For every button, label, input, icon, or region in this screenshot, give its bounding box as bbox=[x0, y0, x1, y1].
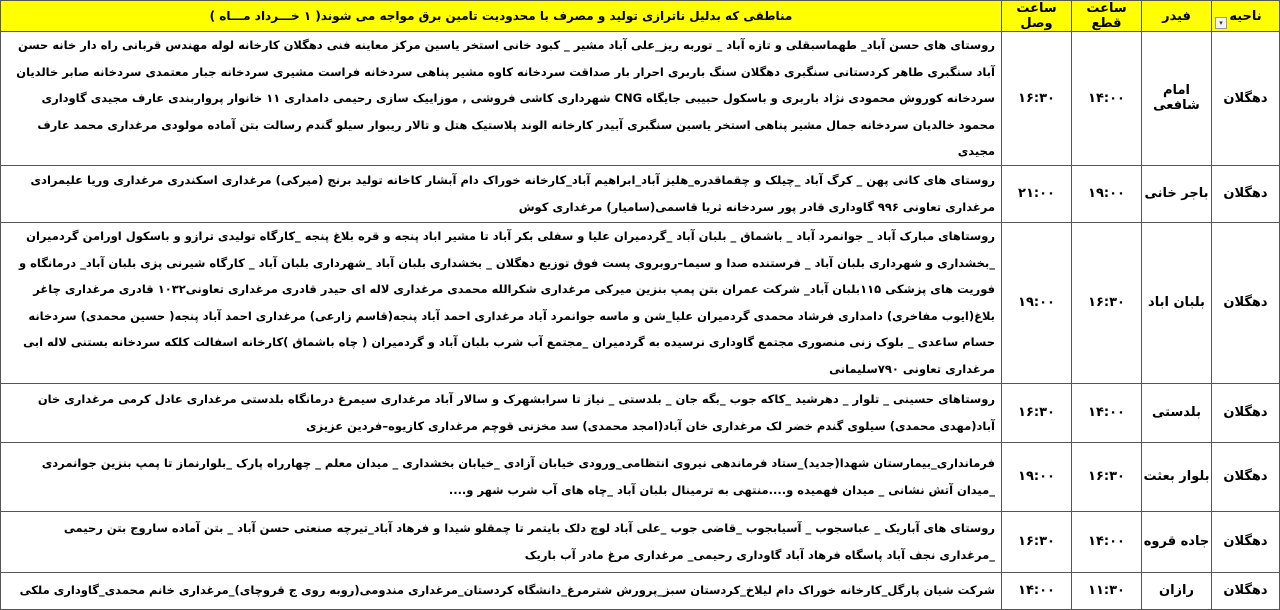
cell-feeder[interactable]: امام شافعی bbox=[1142, 32, 1212, 166]
cell-feeder[interactable]: باجر خانی bbox=[1142, 165, 1212, 222]
cell-feeder[interactable]: رازان bbox=[1142, 572, 1212, 609]
cell-region[interactable]: دهگلان bbox=[1212, 442, 1280, 511]
cell-cut-time[interactable]: ۱۹:۰۰ bbox=[1072, 165, 1142, 222]
header-connect-time-label: ساعت وصل bbox=[1016, 1, 1057, 31]
cell-region[interactable]: دهگلان bbox=[1212, 572, 1280, 609]
cell-connect-time[interactable]: ۱۹:۰۰ bbox=[1002, 222, 1072, 383]
cell-cut-time[interactable]: ۱۱:۳۰ bbox=[1072, 572, 1142, 609]
cell-connect-time[interactable]: ۱۶:۳۰ bbox=[1002, 32, 1072, 166]
cell-connect-time[interactable]: ۱۹:۰۰ bbox=[1002, 442, 1072, 511]
cell-cut-time[interactable]: ۱۴:۰۰ bbox=[1072, 383, 1142, 442]
header-feeder[interactable] bbox=[1142, 1, 1212, 32]
cell-description[interactable]: روستاهای مبارک آباد _ جوانمرد آباد _ باشماق _ بلبان آباد _گردمیران علیا و سفلی بکر آباد تا مشیر اباد پنجه و قره بلاغ پنجه _کارگاه تولیدی ترازو و باسکول اورامن گردمیران _بخشداری و شهرداری بلبان آباد _ فرستنده صدا و سیما–روبروی پست فوق توزیع دهگلان _ بخشداری بلبان آباد _شهرداری بلبان آباد _ کارگاه شیرنی پزی بلبان آباد_ درمانگاه و فوریت های پزشکی ۱۱۵بلبان آباد_ شرکت عمران بتن پمپ بنزین میرکی مرغداری شکرالله محمدی مرغداری لاله ای حیدر قادری مرغداری تعاونی۱۰۳۲ قادری مرغداری چاغر بلاغ(ایوب مفاخری) دامداری فرشاد محمدی گردمیران علیا_شن و ماسه جوانمرد آباد مرغداری احمد آباد پنجه(قاسم زارعی) مرغداری احمد آباد پنجه( حسین محمدی) سردخانه حسام ساعدی _ بلوک زنی منصوری مجتمع گاوداری نرسیده به گردمیران _مجتمع آب شرب بلبان آباد و گردمیران ( چاه باشماق )کارخانه اسفالت کلکه سردخانه بستنی لاله ابی مرغداری تعاونی ۷۹۰سلیمانی bbox=[1, 222, 1002, 383]
table-row bbox=[1, 511, 1280, 572]
table-row bbox=[1, 32, 1280, 166]
table-title: مناطقی که بدلیل ناترازی تولید و مصرف با محدودیت تامین برق مواجه می شوند( ۱ خـــرداد مـــاه ) bbox=[209, 9, 793, 23]
cell-feeder[interactable]: جاده قروه bbox=[1142, 511, 1212, 572]
cell-description[interactable]: روستاهای حسینی _ تلوار _ دهرشید _کاکه جوب _بگه جان _ بلدستی _ نیاز تا سرابشهرک و سالار آباد مرغداری سیمرغ درمانگاه بلدستی مرغداری عادل کرمی مرغداری خان آباد(مهدی محمدی) سیلوی گندم خضر لک مرغداری خان آباد(امجد محمدی) سد مخزنی قوچم مرغداری کازیوه–فردین عزیزی bbox=[1, 383, 1002, 442]
cell-cut-time[interactable]: ۱۴:۰۰ bbox=[1072, 511, 1142, 572]
table-row bbox=[1, 442, 1280, 511]
cell-connect-time[interactable]: ۱۴:۰۰ bbox=[1002, 572, 1072, 609]
cell-cut-time[interactable]: ۱۶:۳۰ bbox=[1072, 442, 1142, 511]
filter-dropdown-icon[interactable]: ▾ bbox=[1215, 17, 1227, 29]
cell-connect-time[interactable]: ۱۶:۳۰ bbox=[1002, 383, 1072, 442]
header-cut-time[interactable] bbox=[1072, 1, 1142, 32]
cell-description[interactable]: روستای های حسن آباد_ طهماسبقلی و تازه آباد _ توربه ریز_علی آباد مشیر _ کبود خانی استخر یاسین مرکز معاینه فنی دهگلان کارخانه لوله مهندس قربانی راه دار خانه حسن آباد سنگبری طاهر کردستانی سنگبری دهگلان سنگ باربری احرار بار صداقت سردخانه کاوه مشیر پناهی سردخانه فراست مشیری سردخانه جبار معتمدی سردخانه صابر خالدیان سردخانه کوروش محمودی نژاد باربری و باسکول حبیبی جایگاه CNG شهرداری کاشی فروشی , موزاییک سازی رحیمی دامداری ۱۱ خانوار پرواربندی عارف مجیدی گاوداری محمود خالدیان سردخانه جمال مشیر پناهی استخر یاسین سنگبری آبیدر کارخانه الوند پلاستیک هتل و تالار ریبوار سیلو گندم رسالت بتن آماده مولودی مرغداری محمد عارف مجیدی bbox=[1, 32, 1002, 166]
cell-region[interactable]: دهگلان bbox=[1212, 32, 1280, 166]
cell-region[interactable]: دهگلان bbox=[1212, 222, 1280, 383]
cell-feeder[interactable]: بلدستی bbox=[1142, 383, 1212, 442]
cell-description[interactable]: روستای های آباریک _ عباسجوب _ آسیابجوب _قاضی جوب _علی آباد لوچ دلک بایتمر تا چمقلو شیدا و فرهاد آباد_تیرچه صنعتی حسن آباد _ بتن آماده ساروج بتن رحیمی _مرغداری نجف آباد پاسگاه فرهاد آباد گاوداری رحیمی_ مرغداری مرغ مادر آب باریک bbox=[1, 511, 1002, 572]
table-row bbox=[1, 165, 1280, 222]
cell-description[interactable]: شرکت شیان پارگل_کارخانه خوراک دام لیلاخ_کردستان سبز_پرورش شترمرغ_دانشگاه کردستان_مرغداری مندومی(روبه روی ج قروچای)_مرغداری خانم محمدی_گاوداری ملکی bbox=[1, 572, 1002, 609]
header-cut-time-label: ساعت قطع bbox=[1086, 1, 1127, 31]
header-region-label: ناحیه bbox=[1229, 8, 1262, 24]
cell-region[interactable]: دهگلان bbox=[1212, 165, 1280, 222]
table-row bbox=[1, 383, 1280, 442]
cell-description[interactable]: فرمانداری_بیمارستان شهدا(جدید)_ستاد فرماندهی نیروی انتظامی_ورودی خیابان آزادی _خیابان بخشداری _ میدان معلم _ چهارراه پارک _بلوارنماز تا پمپ بنزین جوانمردی _میدان آتش نشانی _ میدان فهمیده و....منتهی به ترمینال بلبان آباد _چاه های آب شرب شهر و.... bbox=[1, 442, 1002, 511]
cell-description[interactable]: روستای های کانی پهن _ کرگ آباد _چیلک و چقماقدره_هلیز آباد_ابراهیم آباد_کارخانه خوراک دام آبشار کاخانه تولید برنج (میرکی) مرغداری اسکندری مرغداری وریا علیمرادی مرغداری تعاونی ۹۹۶ گاوداری قادر پور سردخانه ثریا قاسمی(سامیار) مرغداری کوش bbox=[1, 165, 1002, 222]
cell-region[interactable]: دهگلان bbox=[1212, 511, 1280, 572]
cell-cut-time[interactable]: ۱۶:۳۰ bbox=[1072, 222, 1142, 383]
header-feeder-label: فیدر bbox=[1162, 8, 1191, 24]
table-row bbox=[1, 572, 1280, 609]
header-region[interactable] bbox=[1212, 1, 1280, 32]
header-row bbox=[1, 1, 1280, 32]
header-connect-time[interactable] bbox=[1002, 1, 1072, 32]
cell-cut-time[interactable]: ۱۴:۰۰ bbox=[1072, 32, 1142, 166]
cell-region[interactable]: دهگلان bbox=[1212, 383, 1280, 442]
cell-connect-time[interactable]: ۱۶:۳۰ bbox=[1002, 511, 1072, 572]
cell-feeder[interactable]: بلوار بعثت bbox=[1142, 442, 1212, 511]
cell-connect-time[interactable]: ۲۱:۰۰ bbox=[1002, 165, 1072, 222]
header-description[interactable] bbox=[1, 1, 1002, 32]
cell-feeder[interactable]: بلبان اباد bbox=[1142, 222, 1212, 383]
table-row bbox=[1, 222, 1280, 383]
